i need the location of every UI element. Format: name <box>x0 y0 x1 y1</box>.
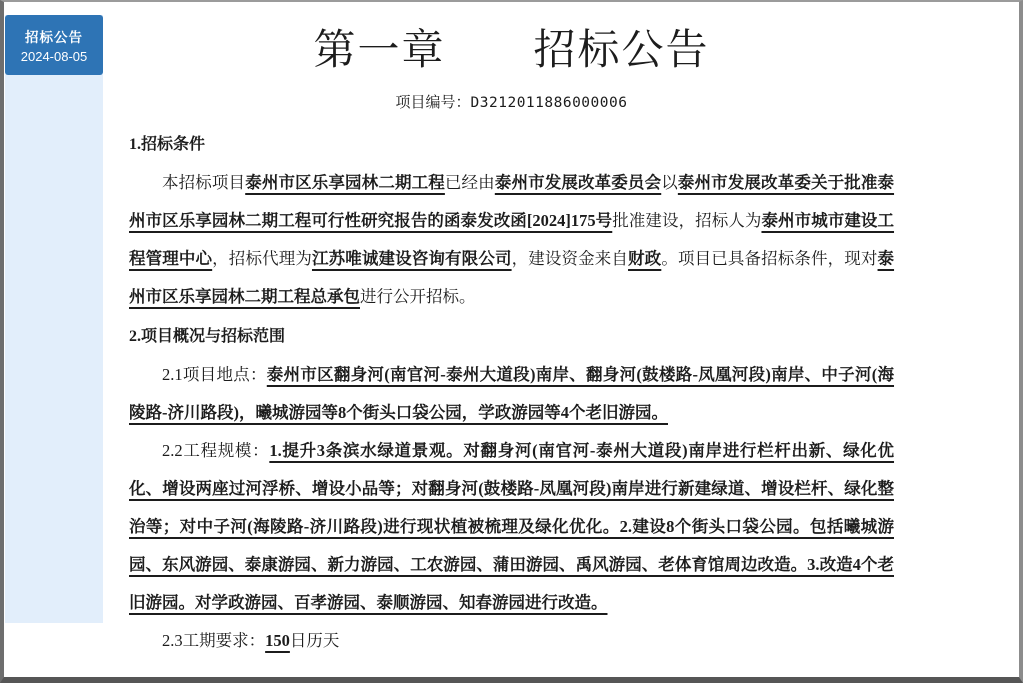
sidebar-item-title: 招标公告 <box>25 30 83 45</box>
sidebar-item-date: 2024-08-05 <box>20 49 88 64</box>
paragraph-tender-conditions: 本招标项目泰州市区乐享园林二期工程已经由泰州市发展改革委员会以泰州市发展改革委关于批准泰州市区乐享园林二期工程可行性研究报告的函泰发改函[2024]175号批准建设，招标人为泰州市城市建设工程管理中心，招标代理为江苏唯诚建设咨询有限公司，建设资金来自财政。项目已具备招标条件，现对泰州市区乐享园林二期工程总承包进行公开招标。 <box>129 173 895 306</box>
project-number-line <box>129 90 894 116</box>
section-heading-tender-conditions: 1.招标条件 <box>129 136 206 153</box>
page-title: 第一章 招标公告 <box>313 28 710 74</box>
paragraph-project-scale: 2.2工程规模：1.提升3条滨水绿道景观。对翻身河(南官河-泰州大道段)南岸进行栏杆出新、绿化优化、增设两座过河浮桥、增设小品等；对翻身河(鼓楼路-凤凰河段)南岸进行新建绿道、增设栏杆、绿化整治等；对中子河(海陵路-济川路段)进行现状植被梳理及绿化优化。2.建设8个街头口袋公园。包括曦城游园、东风游园、泰康游园、新力游园、工农游园、蒲田游园、禹风游园、老体育馆周边改造。3.改造4个老旧游园。对学政游园、百孝游园、泰顺游园、知春游园进行改造。 <box>129 441 895 612</box>
sidebar <box>5 15 103 623</box>
project-number-value: D3212011886000006 <box>470 95 628 111</box>
document-body <box>129 2 894 683</box>
section-heading-project-overview: 2.项目概况与招标范围 <box>129 328 286 345</box>
sidebar-item-tender-announcement[interactable] <box>5 15 103 75</box>
paragraph-construction-period: 2.3工期要求：150日历天 <box>162 631 340 650</box>
paragraph-project-location: 2.1项目地点：泰州市区翻身河(南官河-泰州大道段)南岸、翻身河(鼓楼路-凤凰河段)南岸、中子河(海陵路-济川路段)，曦城游园等8个街头口袋公园，学政游园等4个老旧游园。 <box>129 365 895 422</box>
project-number-label: 项目编号： <box>395 95 471 111</box>
